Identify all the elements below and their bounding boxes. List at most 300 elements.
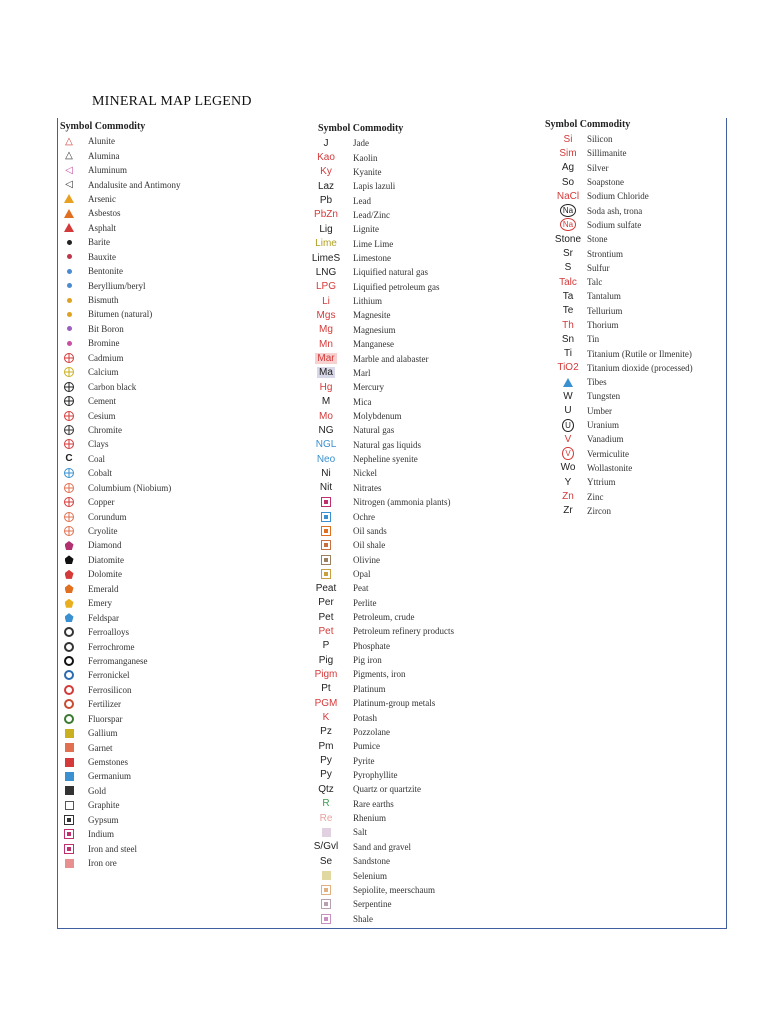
commodity-name: Diamond <box>88 540 122 551</box>
commodity-name: Diatomite <box>88 554 124 565</box>
commodity-name: Asbestos <box>88 208 121 219</box>
commodity-name: Magnesite <box>353 310 391 321</box>
square-icon <box>322 871 331 880</box>
commodity-name: Silicon <box>587 134 613 145</box>
flag-icon: ◁ <box>65 164 73 176</box>
legend-row <box>300 725 540 739</box>
symbol-code: Se <box>319 855 333 867</box>
legend-symbol <box>60 351 78 365</box>
legend-row <box>60 408 300 422</box>
legend-symbol <box>300 811 352 825</box>
commodity-name: Lead <box>353 195 371 206</box>
legend-symbol <box>300 552 352 566</box>
symbol-code: PGM <box>314 697 338 709</box>
legend-symbol <box>60 365 78 379</box>
legend-row <box>60 813 300 827</box>
commodity-name: Andalusite and Antimony <box>88 179 181 190</box>
commodity-name: Soapstone <box>587 177 624 188</box>
commodity-name: Ferromanganese <box>88 655 148 666</box>
symbol-code: Qtz <box>318 783 334 795</box>
legend-row <box>300 280 540 294</box>
legend-symbol <box>300 797 352 811</box>
commodity-name: Gallium <box>88 728 118 739</box>
commodity-name: Tin <box>587 334 600 345</box>
legend-row <box>545 504 725 518</box>
legend-symbol <box>60 163 78 177</box>
commodity-name: Graphite <box>88 800 120 811</box>
ring-icon <box>64 656 74 666</box>
legend-symbol <box>60 697 78 711</box>
legend-column-1 <box>60 120 300 870</box>
symbol-code: Y <box>564 476 572 488</box>
legend-row <box>545 361 725 375</box>
commodity-name: Emery <box>88 598 112 609</box>
symbol-code: Mgs <box>316 309 336 321</box>
legend-symbol <box>60 148 78 162</box>
commodity-name: Nitrogen (ammonia plants) <box>353 497 451 508</box>
square-outline-icon <box>65 801 74 810</box>
legend-row <box>300 366 540 380</box>
column-header: Symbol Commodity <box>60 121 146 132</box>
triangle-filled-icon <box>64 223 74 232</box>
legend-symbol <box>60 683 78 697</box>
legend-row <box>60 582 300 596</box>
commodity-name: Vanadium <box>587 434 624 445</box>
commodity-name: Bitumen (natural) <box>88 309 153 320</box>
legend-symbol <box>60 538 78 552</box>
pentagon-icon <box>65 584 74 593</box>
legend-symbol <box>60 509 78 523</box>
commodity-name: Iron and steel <box>88 843 137 854</box>
commodity-name: Iron ore <box>88 858 117 869</box>
legend-row <box>545 461 725 475</box>
legend-symbol <box>60 408 78 422</box>
commodity-name: Lead/Zinc <box>353 209 390 220</box>
commodity-name: Marl <box>353 367 371 378</box>
legend-row <box>545 175 725 189</box>
box-icon <box>64 844 74 854</box>
legend-row <box>300 653 540 667</box>
legend-row <box>60 596 300 610</box>
commodity-name: Ferrochrome <box>88 641 135 652</box>
legend-row <box>60 683 300 697</box>
commodity-name: Kaolin <box>353 152 378 163</box>
commodity-name: Potash <box>353 712 378 723</box>
commodity-name: Marble and alabaster <box>353 353 429 364</box>
commodity-name: Olivine <box>353 554 380 565</box>
legend-symbol <box>300 509 352 523</box>
legend-row <box>300 768 540 782</box>
cross-circle-icon <box>64 411 74 421</box>
symbol-code: Pb <box>319 195 333 207</box>
legend-row <box>60 495 300 509</box>
legend-symbol <box>60 856 78 870</box>
commodity-name: Lime Lime <box>353 238 394 249</box>
legend-row <box>60 668 300 682</box>
commodity-name: Nickel <box>353 468 377 479</box>
commodity-name: Stone <box>587 234 608 245</box>
commodity-name: Arsenic <box>88 193 116 204</box>
legend-row <box>300 581 540 595</box>
commodity-name: Opal <box>353 568 371 579</box>
legend-symbol <box>300 208 352 222</box>
legend-symbol <box>60 654 78 668</box>
legend-row <box>545 232 725 246</box>
legend-row <box>545 203 725 217</box>
legend-row <box>300 380 540 394</box>
symbol-code: V <box>562 447 573 460</box>
symbol-code: Na <box>560 218 576 231</box>
commodity-name: Yttrium <box>587 477 616 488</box>
commodity-name: Molybdenum <box>353 411 402 421</box>
commodity-name: Liquified natural gas <box>353 267 428 278</box>
legend-symbol <box>300 581 352 595</box>
legend-symbol <box>300 193 352 207</box>
symbol-code: Lime <box>315 238 337 250</box>
commodity-name: Petroleum, crude <box>353 612 415 623</box>
cross-circle-icon <box>64 512 74 522</box>
legend-symbol <box>60 596 78 610</box>
symbol-code: Zr <box>563 505 573 517</box>
commodity-name: Corundum <box>88 511 127 522</box>
legend-row <box>300 567 540 581</box>
commodity-name: Fertilizer <box>88 699 121 710</box>
legend-column-2 <box>300 122 540 926</box>
commodity-name: Ferrosilicon <box>88 684 132 695</box>
symbol-code: Pigm <box>314 668 338 680</box>
legend-row <box>60 856 300 870</box>
legend-symbol <box>60 625 78 639</box>
legend-row <box>300 251 540 265</box>
commodity-name: Gold <box>88 785 106 796</box>
commodity-name: Asphalt <box>88 222 116 233</box>
symbol-code: NG <box>318 424 334 436</box>
legend-symbol <box>60 264 78 278</box>
legend-symbol <box>545 361 591 375</box>
legend-list <box>545 132 725 518</box>
cross-circle-icon <box>64 483 74 493</box>
legend-row <box>545 346 725 360</box>
legend-row <box>60 307 300 321</box>
commodity-name: Manganese <box>353 339 394 350</box>
symbol-code: P <box>322 640 330 652</box>
legend-symbol <box>545 275 591 289</box>
legend-symbol <box>300 868 352 882</box>
legend-row <box>60 148 300 162</box>
commodity-name: Ferronickel <box>88 670 130 681</box>
commodity-name: Mercury <box>353 382 384 393</box>
box-icon <box>321 497 331 507</box>
pentagon-icon <box>65 570 74 579</box>
column-header: Symbol Commodity <box>318 123 404 134</box>
legend-symbol <box>60 798 78 812</box>
legend-row <box>545 332 725 346</box>
legend-row <box>300 265 540 279</box>
commodity-name: Tungsten <box>587 391 621 402</box>
legend-symbol <box>60 379 78 393</box>
legend-row <box>300 237 540 251</box>
commodity-name: Silver <box>587 162 609 173</box>
legend-row <box>545 189 725 203</box>
legend-symbol <box>300 567 352 581</box>
symbol-code: U <box>562 419 574 432</box>
letter-c-icon: C <box>65 453 73 465</box>
symbol-code: Mg <box>319 324 333 336</box>
legend-symbol <box>60 394 78 408</box>
commodity-name: Soda ash, trona <box>587 205 643 216</box>
symbol-code: Ma <box>319 367 333 379</box>
commodity-name: Coal <box>88 453 105 464</box>
symbol-code: Re <box>319 812 333 824</box>
symbol-code: Th <box>562 319 574 331</box>
commodity-name: Wollastonite <box>587 462 633 473</box>
pentagon-icon <box>65 541 74 550</box>
commodity-name: Quartz or quartzite <box>353 784 421 795</box>
legend-row <box>60 784 300 798</box>
commodity-name: Bit Boron <box>88 323 124 334</box>
ring-icon <box>64 627 74 637</box>
dot-icon <box>67 341 72 346</box>
legend-symbol <box>300 409 352 423</box>
legend-symbol <box>60 437 78 451</box>
square-icon <box>65 743 74 752</box>
dot-icon <box>67 240 72 245</box>
legend-row <box>60 509 300 523</box>
commodity-name: Gemstones <box>88 757 128 768</box>
triangle-filled-icon <box>64 209 74 218</box>
triangle-filled-icon <box>64 194 74 203</box>
symbol-code: Hg <box>319 381 333 393</box>
legend-symbol <box>60 639 78 653</box>
square-icon <box>322 828 331 837</box>
legend-row <box>60 567 300 581</box>
legend-row <box>60 322 300 336</box>
symbol-code: Ti <box>564 348 572 360</box>
symbol-code: Sr <box>563 248 573 260</box>
square-icon <box>65 772 74 781</box>
legend-symbol <box>300 265 352 279</box>
legend-symbol <box>60 423 78 437</box>
symbol-code: K <box>322 712 330 724</box>
symbol-code: Ky <box>320 166 332 178</box>
commodity-name: Lithium <box>353 296 382 307</box>
symbol-code: M <box>321 396 331 408</box>
commodity-name: Platinum <box>353 683 386 694</box>
symbol-code: Py <box>320 769 332 781</box>
box-icon <box>64 829 74 839</box>
legend-row <box>300 639 540 653</box>
legend-symbol <box>60 250 78 264</box>
legend-symbol <box>60 553 78 567</box>
legend-symbol <box>60 827 78 841</box>
legend-symbol <box>60 192 78 206</box>
legend-symbol <box>300 394 352 408</box>
legend-symbol <box>545 132 591 146</box>
cross-circle-icon <box>64 526 74 536</box>
legend-row <box>60 452 300 466</box>
legend-symbol <box>300 366 352 380</box>
legend-row <box>60 250 300 264</box>
commodity-name: Bromine <box>88 338 120 349</box>
legend-row <box>545 304 725 318</box>
legend-row <box>60 726 300 740</box>
legend-row <box>60 639 300 653</box>
legend-list <box>60 134 300 870</box>
legend-symbol <box>545 246 591 260</box>
symbol-code: Wo <box>560 462 576 474</box>
legend-row <box>545 218 725 232</box>
symbol-code: Zn <box>562 491 574 503</box>
legend-symbol <box>300 610 352 624</box>
legend-symbol <box>300 883 352 897</box>
legend-symbol <box>545 318 591 332</box>
commodity-name: Columbium (Niobium) <box>88 482 172 493</box>
legend-symbol <box>300 481 352 495</box>
legend-symbol <box>545 404 591 418</box>
legend-symbol <box>60 784 78 798</box>
legend-symbol <box>545 504 591 518</box>
commodity-name: Rhenium <box>353 813 386 824</box>
legend-symbol <box>300 150 352 164</box>
legend-row <box>60 524 300 538</box>
symbol-code: S <box>564 262 572 274</box>
commodity-name: Liquified petroleum gas <box>353 281 440 292</box>
commodity-name: Natural gas <box>353 425 395 436</box>
symbol-code: LNG <box>315 266 337 278</box>
legend-row <box>60 379 300 393</box>
legend-symbol <box>60 307 78 321</box>
commodity-name: Cryolite <box>88 526 118 537</box>
commodity-name: Sodium sulfate <box>587 219 642 230</box>
legend-column-3 <box>545 118 725 518</box>
commodity-name: Barite <box>88 237 110 248</box>
legend-row <box>60 293 300 307</box>
legend-row <box>60 264 300 278</box>
legend-symbol <box>60 322 78 336</box>
legend-symbol <box>300 667 352 681</box>
legend-row <box>300 624 540 638</box>
legend-symbol <box>60 524 78 538</box>
legend-symbol <box>300 639 352 653</box>
legend-symbol <box>60 582 78 596</box>
symbol-code: Kao <box>317 152 335 164</box>
legend-symbol <box>60 206 78 220</box>
legend-symbol <box>60 452 78 466</box>
legend-row <box>300 667 540 681</box>
legend-row <box>300 409 540 423</box>
commodity-name: Alumina <box>88 150 120 161</box>
commodity-name: Peat <box>353 583 369 594</box>
square-icon <box>65 729 74 738</box>
legend-row <box>300 481 540 495</box>
pentagon-icon <box>65 613 74 622</box>
legend-symbol <box>300 165 352 179</box>
commodity-name: Limestone <box>353 253 391 264</box>
commodity-name: Chromite <box>88 424 122 435</box>
legend-row <box>300 222 540 236</box>
legend-symbol <box>300 653 352 667</box>
commodity-name: Bauxite <box>88 251 116 262</box>
legend-row <box>300 394 540 408</box>
legend-row <box>60 466 300 480</box>
pentagon-icon <box>65 599 74 608</box>
legend-symbol <box>545 332 591 346</box>
legend-symbol <box>545 346 591 360</box>
commodity-name: Ochre <box>353 511 375 522</box>
legend-symbol <box>300 854 352 868</box>
legend-symbol <box>300 337 352 351</box>
legend-symbol <box>545 475 591 489</box>
commodity-name: Calcium <box>88 367 119 378</box>
commodity-name: Sepiolite, meerschaum <box>353 884 435 895</box>
symbol-code: U <box>564 405 572 417</box>
symbol-code: Per <box>318 597 334 609</box>
triangle-filled-icon <box>563 378 573 387</box>
dot-icon <box>67 312 72 317</box>
commodity-name: Sand and gravel <box>353 841 411 852</box>
legend-symbol <box>60 134 78 148</box>
commodity-name: Indium <box>88 829 114 840</box>
legend-symbol <box>60 235 78 249</box>
symbol-code: Ag <box>561 162 575 174</box>
square-icon <box>65 859 74 868</box>
cross-circle-icon <box>64 439 74 449</box>
legend-symbol <box>300 466 352 480</box>
legend-symbol <box>545 261 591 275</box>
legend-symbol <box>300 624 352 638</box>
symbol-code: Mo <box>319 410 333 422</box>
dot-icon <box>67 326 72 331</box>
legend-symbol <box>545 304 591 318</box>
legend-symbol <box>300 739 352 753</box>
commodity-name: Lignite <box>353 224 379 235</box>
legend-row <box>60 177 300 191</box>
symbol-code: Pig <box>318 654 334 666</box>
legend-row <box>300 165 540 179</box>
legend-row <box>300 682 540 696</box>
legend-symbol <box>300 280 352 294</box>
symbol-code: Ta <box>562 290 574 302</box>
legend-row <box>300 423 540 437</box>
legend-row <box>300 495 540 509</box>
legend-symbol <box>60 769 78 783</box>
legend-row <box>60 755 300 769</box>
legend-symbol <box>300 897 352 911</box>
box-icon <box>321 914 331 924</box>
legend-symbol <box>300 179 352 193</box>
legend-row <box>300 538 540 552</box>
symbol-code: So <box>561 176 575 188</box>
box-icon <box>321 540 331 550</box>
commodity-name: Tibes <box>587 377 607 388</box>
box-icon <box>321 885 331 895</box>
box-icon <box>321 569 331 579</box>
commodity-name: Beryllium/beryl <box>88 280 146 291</box>
symbol-code: LPG <box>315 281 336 293</box>
legend-row <box>60 134 300 148</box>
legend-row <box>300 308 540 322</box>
legend-row <box>60 481 300 495</box>
legend-row <box>300 596 540 610</box>
cross-circle-icon <box>64 382 74 392</box>
legend-row <box>60 437 300 451</box>
commodity-name: Germanium <box>88 771 131 782</box>
legend-symbol <box>300 782 352 796</box>
legend-row <box>300 524 540 538</box>
symbol-code: Li <box>322 295 330 307</box>
legend-symbol <box>545 203 591 217</box>
legend-row <box>545 318 725 332</box>
